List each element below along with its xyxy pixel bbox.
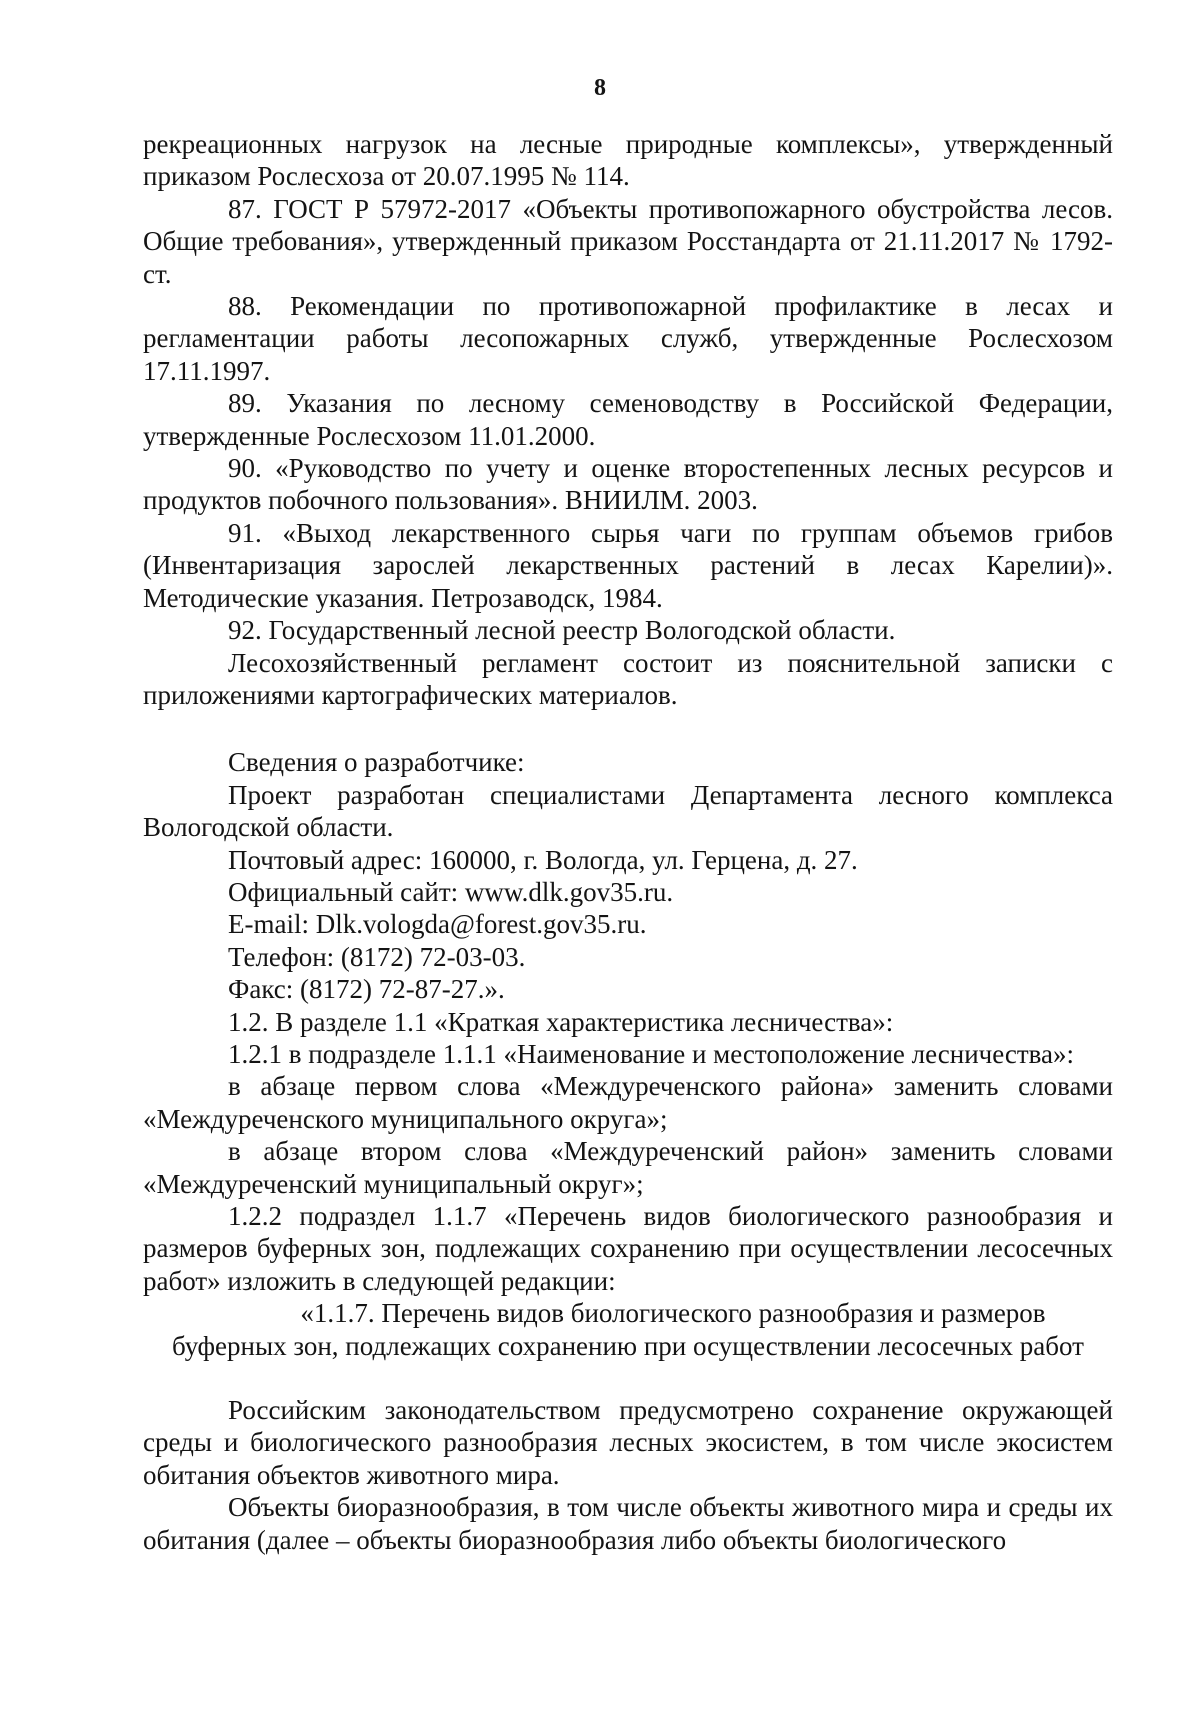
list-item-88: 88. Рекомендации по противопожарной профилактике в лесах и регламентации работы лесопожарных служб, утвержденные Рослесхозом 17.11.1997. [143,291,1113,386]
developer-website: Официальный сайт: www.dlk.gov35.ru. [228,876,674,907]
amendment-paragraph-first: в абзаце первом слова «Междуреченского района» заменить словами «Междуреченского муниципального округа»; [143,1071,1113,1134]
developer-project: Проект разработан специалистами Департамента лесного комплекса Вологодской области. [143,779,1113,843]
list-item-92: 92. Государственный лесной реестр Вологодской области. [228,615,896,646]
list-item-87: 87. ГОСТ Р 57972-2017 «Объекты противопожарного обустройства лесов. Общие требования», утвержденный приказом Росстандарта от 21.11.2017 № 1792-ст. [143,193,1113,289]
amendment-paragraph-second: в абзаце втором слова «Междуреченский район» заменить словами «Междуреченский муниципальный округ»; [143,1136,1113,1199]
closing-paragraph-biodiversity: Объекты биоразнообразия, в том числе объекты животного мира и среды их обитания (далее – объекты биоразнообразия либо объекты биологического [143,1492,1113,1555]
amendment-1-2: 1.2. В разделе 1.1 «Краткая характеристика лесничества»: [228,1006,894,1037]
list-item-91: 91. «Выход лекарственного сырья чаги по группам объемов грибов (Инвентаризация зарослей лекарственных растений в лесах Карелии)». Методические указания. Петрозаводск, 1984. [143,517,1113,613]
developer-email: E-mail: Dlk.vologda@forest.gov35.ru. [228,909,647,940]
section-title-line-1: «1.1.7. Перечень видов биологического разнообразия и размеров [300,1298,1046,1329]
amendment-1-2-2: 1.2.2 подраздел 1.1.7 «Перечень видов биологического разнообразия и размеров буферных зон, подлежащих сохранению при осуществлении лесосечных работ» изложить в следующей редакции: [143,1201,1113,1296]
section-title-line-2: буферных зон, подлежащих сохранению при осуществлении лесосечных работ [172,1330,1084,1361]
paragraph-continuation: рекреационных нагрузок на лесные природные комплексы», утвержденный приказом Рослесхоза от 20.07.1995 № 114. [143,129,1113,192]
regulation-structure-paragraph: Лесохозяйственный регламент состоит из пояснительной записки с приложениями картографических материалов. [143,647,1113,710]
developer-heading: Сведения о разработчике: [228,747,525,778]
developer-fax: Факс: (8172) 72-87-27.». [228,974,505,1005]
page-number: 8 [594,75,606,101]
developer-phone: Телефон: (8172) 72-03-03. [228,941,526,972]
list-item-89: 89. Указания по лесному семеноводству в Российской Федерации, утвержденные Рослесхозом 11.01.2000. [143,388,1113,451]
developer-address: Почтовый адрес: 160000, г. Вологда, ул. Герцена, д. 27. [228,844,858,875]
developer-info [143,746,1113,1005]
closing-paragraph-legislation: Российским законодательством предусмотрено сохранение окружающей среды и биологического разнообразия лесных экосистем, в том числе экосистем обитания объектов животного мира. [143,1395,1113,1490]
amendment-1-2-1: 1.2.1 в подразделе 1.1.1 «Наименование и местоположение лесничества»: [228,1038,1075,1069]
list-item-90: 90. «Руководство по учету и оценке второстепенных лесных ресурсов и продуктов побочного пользования». ВНИИЛМ. 2003. [143,453,1113,516]
document-body [143,128,1113,1556]
